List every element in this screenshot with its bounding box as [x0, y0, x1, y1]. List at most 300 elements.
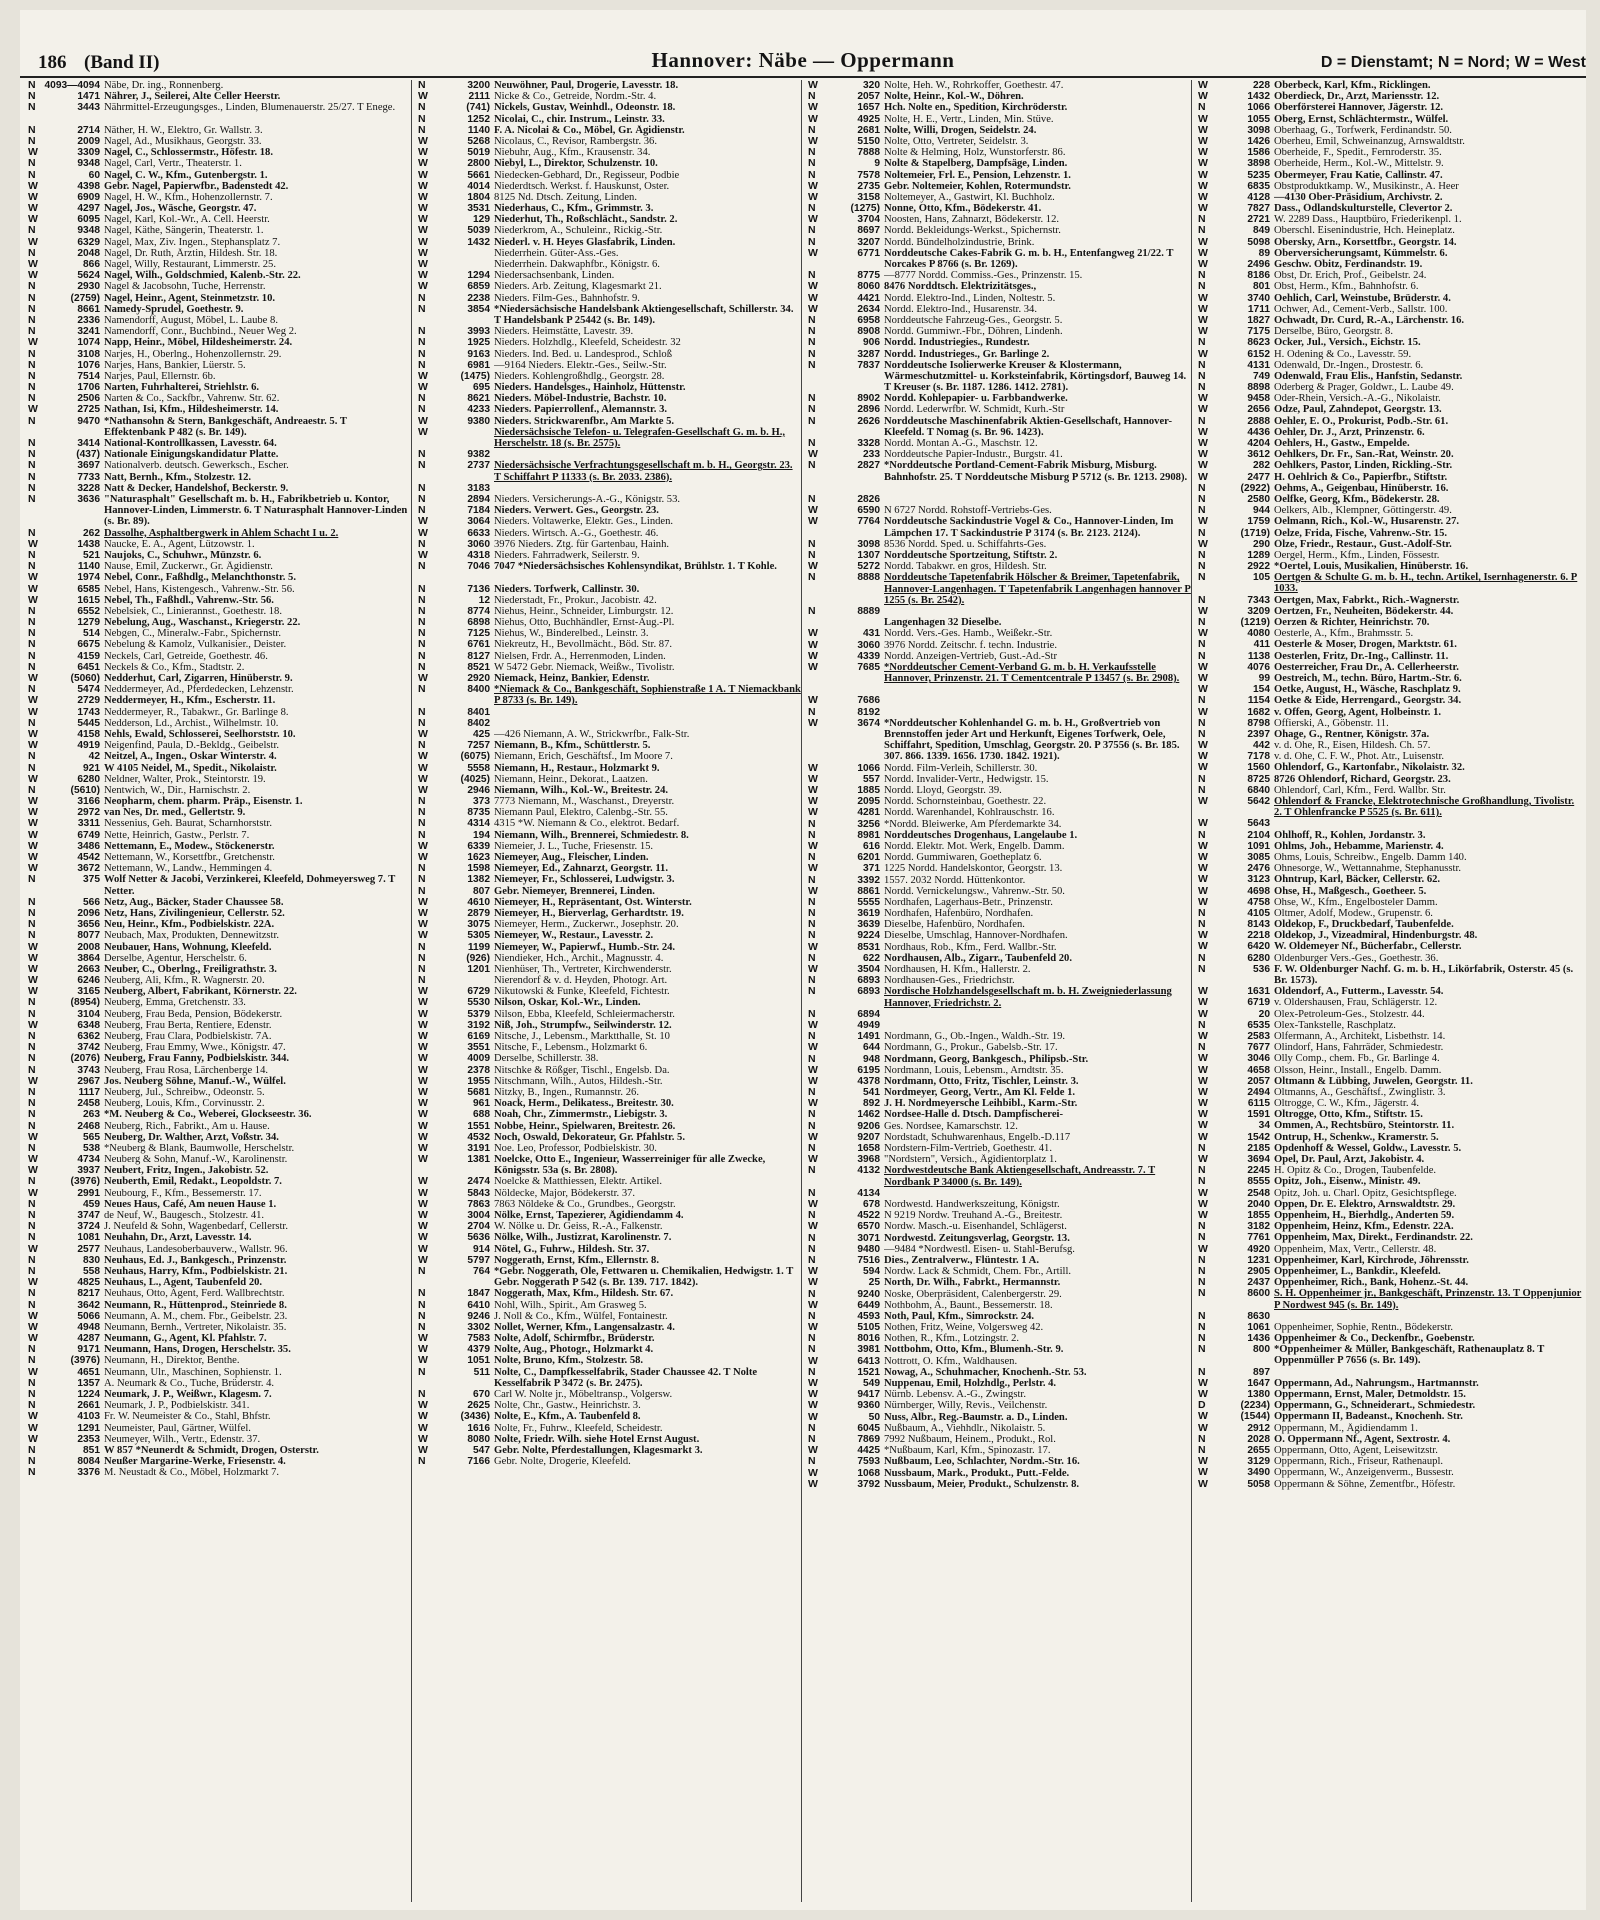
- phone-number: 2009: [77, 135, 100, 147]
- entry-text: Naujoks, C., Schuhwr., Münzstr. 6.: [104, 549, 262, 561]
- entry-text: Oertgen & Schulte G. m. b. H., techn. Artikel, Isernhagenerstr. 6. P 1033.: [1274, 572, 1578, 595]
- directory-entry: [1198, 416, 1584, 427]
- directory-entry: [1198, 505, 1584, 516]
- entry-text: Nettemann, W., Landw., Hemmingen 4.: [104, 863, 273, 875]
- district-code: W: [1198, 930, 1208, 942]
- directory-entry: [28, 1434, 411, 1445]
- district-code: W: [808, 639, 818, 651]
- directory-entry: [28, 404, 411, 415]
- directory-entry: [418, 1434, 801, 1445]
- district-code: N: [418, 617, 426, 629]
- directory-entry: [28, 1445, 411, 1456]
- phone-number: 6095: [77, 214, 100, 226]
- directory-entry: [808, 281, 1191, 292]
- directory-entry: [418, 1065, 801, 1076]
- district-code: W: [808, 135, 818, 147]
- phone-number: 1224: [77, 1389, 100, 1401]
- directory-entry: [418, 427, 801, 449]
- entry-text: Neuhaus, Harry, Kfm., Podbielskistr. 21.: [104, 1265, 288, 1277]
- district-code: W: [1198, 348, 1208, 360]
- directory-entry: [28, 1467, 411, 1478]
- phone-number: 7764: [857, 516, 880, 528]
- directory-entry: [418, 707, 801, 718]
- phone-number: 1357: [77, 1377, 100, 1389]
- phone-number: 3165: [77, 986, 100, 998]
- directory-page: [20, 10, 1586, 1910]
- district-code: N: [418, 661, 426, 673]
- directory-entry: [808, 1434, 1191, 1445]
- entry-text: Neddermeyer, R., Tabakwr., Gr. Barlinge 8.: [104, 706, 289, 718]
- directory-entry: [808, 886, 1191, 897]
- directory-entry: [418, 404, 801, 415]
- district-code: N: [28, 1098, 36, 1110]
- district-code: W: [1198, 1422, 1208, 1434]
- phone-number: 8861: [857, 885, 880, 897]
- district-code: W: [1198, 91, 1208, 103]
- district-code: N: [808, 930, 816, 942]
- directory-entry: [808, 919, 1191, 930]
- phone-number: 3854: [467, 303, 490, 315]
- directory-entry: [1198, 1188, 1584, 1199]
- phone-number: 4542: [77, 852, 100, 863]
- entry-text: Neu, Heinr., Kfm., Podbielskistr. 22A.: [104, 919, 275, 931]
- entry-text: Nordmann, G., Ob.-Ingen., Waldh.-Str. 19.: [884, 1031, 1066, 1043]
- phone-number: 2888: [1247, 415, 1270, 427]
- directory-entry: [1198, 762, 1584, 773]
- entry-text: Derselbe, Büro, Georgstr. 8.: [1274, 326, 1393, 338]
- phone-number: 511: [473, 1366, 490, 1378]
- entry-text: Oertgen, Max, Fabrkt., Rich.-Wagnerstr.: [1274, 594, 1460, 606]
- district-code: N: [28, 1042, 36, 1054]
- entry-text: Oberheide, F., Spedit., Fernroderstr. 35.: [1274, 147, 1442, 159]
- directory-entry: [808, 147, 1191, 158]
- district-code: W: [808, 505, 818, 517]
- phone-number: 3697: [77, 460, 100, 472]
- entry-text: Norddeutsche Sportzeitung, Stiftstr. 2.: [884, 549, 1058, 561]
- district-code: W: [418, 180, 428, 192]
- phone-number: 695: [473, 382, 490, 394]
- entry-text: Nebelung & Kamolz, Vulkanisier., Deister.: [104, 639, 287, 651]
- phone-number: 6246: [77, 975, 100, 987]
- entry-text: W 5472 Gebr. Niemack, Weißw., Tivolistr.: [494, 661, 675, 673]
- entry-text: Oesterlen, Fritz, Dr.-Ing., Callinstr. 11.: [1274, 650, 1449, 662]
- phone-number: 4131: [1247, 359, 1270, 371]
- directory-entry: [418, 281, 801, 292]
- phone-number: 3256: [857, 818, 880, 830]
- phone-number: 1542: [1247, 1131, 1270, 1143]
- phone-number: 541: [863, 1087, 880, 1099]
- district-code: W: [1198, 169, 1208, 181]
- entry-text: Oppenheimer, L., Bankdir., Kleefeld.: [1274, 1265, 1441, 1277]
- district-code: W: [808, 303, 818, 315]
- phone-number: 5474: [77, 684, 100, 696]
- directory-entry: [808, 606, 1191, 617]
- entry-text: Nordd. Invalider-Vertr., Hedwigstr. 15.: [884, 773, 1049, 785]
- entry-text: Neuberg, Frau Berta, Rentiere, Edenstr.: [104, 1019, 272, 1031]
- phone-number: 4076: [1247, 661, 1270, 673]
- district-code: W: [418, 919, 428, 931]
- phone-number: 2095: [857, 796, 880, 808]
- district-code: W: [1198, 840, 1208, 852]
- directory-entry: [418, 1042, 801, 1053]
- phone-number: (926): [466, 952, 490, 964]
- phone-number: 2634: [857, 303, 880, 315]
- district-code: N: [808, 572, 816, 584]
- district-code: W: [28, 214, 38, 226]
- directory-entry: [418, 919, 801, 930]
- phone-number: 2458: [77, 1098, 100, 1110]
- directory-entry: [418, 147, 801, 158]
- district-code: W: [28, 807, 38, 819]
- directory-entry: [808, 1468, 1191, 1479]
- district-code: W: [28, 986, 38, 998]
- directory-entry: [1198, 1221, 1584, 1232]
- directory-entry: [418, 192, 801, 203]
- phone-number: 6835: [1247, 180, 1270, 192]
- phone-number: 851: [83, 1444, 100, 1456]
- phone-number: 2028: [1247, 1433, 1270, 1445]
- district-code: N: [28, 661, 36, 673]
- directory-entry: [28, 550, 411, 561]
- district-code: W: [808, 863, 818, 875]
- directory-entry: [28, 774, 411, 785]
- entry-text: Nagel, Wilh., Goldschmied, Kalenb.-Str. 22.: [104, 270, 301, 282]
- entry-text: S. H. Oppenheimer jr., Bankgeschäft, Prinzenstr. 13. T Oppenjunior P Nordwest 945 (s. Br. 149).: [1274, 1288, 1582, 1311]
- phone-number: 2655: [1247, 1444, 1270, 1456]
- directory-entry: [808, 114, 1191, 125]
- phone-number: 7837: [857, 359, 880, 371]
- directory-entry: [418, 1344, 801, 1355]
- phone-number: 4132: [857, 1165, 880, 1177]
- directory-entry: [418, 1322, 801, 1333]
- directory-entry: [28, 349, 411, 360]
- entry-text: Oelze, Frida, Fische, Vahrenw.-Str. 15.: [1274, 527, 1448, 539]
- directory-entry: [418, 953, 801, 964]
- entry-text: Oberförsterei Hannover, Jägerstr. 12.: [1274, 102, 1444, 114]
- directory-entry: [418, 639, 801, 650]
- entry-text: —4130 Ober-Präsidium, Archivstr. 2.: [1274, 191, 1443, 203]
- district-code: W: [28, 572, 38, 584]
- phone-number: 1743: [77, 706, 100, 718]
- district-code: W: [418, 1031, 428, 1043]
- phone-number: 921: [83, 762, 100, 774]
- directory-entry: [808, 505, 1191, 516]
- phone-number: (3436): [460, 1411, 490, 1423]
- phone-number: (3976): [70, 1176, 100, 1188]
- district-code: W: [1198, 404, 1208, 416]
- district-code: W: [28, 1321, 38, 1333]
- entry-text: Oderberg & Prager, Goldwr., L. Laube 49.: [1274, 382, 1454, 394]
- directory-entry: [418, 785, 801, 796]
- district-code: N: [28, 91, 36, 103]
- district-code: W: [418, 91, 428, 103]
- phone-number: (5060): [70, 673, 100, 684]
- phone-number: 7593: [857, 1456, 880, 1468]
- district-code: N: [418, 941, 426, 953]
- phone-number: (3976): [70, 1355, 100, 1367]
- phone-number: 9171: [77, 1344, 100, 1356]
- district-code: W: [1198, 818, 1208, 830]
- directory-entry: [418, 326, 801, 337]
- phone-number: 25: [868, 1277, 880, 1289]
- phone-number: 1381: [467, 1154, 490, 1166]
- directory-entry: [808, 539, 1191, 550]
- phone-number: 1521: [857, 1366, 880, 1378]
- directory-entry: [28, 718, 411, 729]
- district-code: N: [808, 538, 816, 550]
- entry-text: Oberdieck, Dr., Arzt, Mariensstr. 12.: [1274, 91, 1440, 103]
- district-code: W: [808, 840, 818, 852]
- phone-number: (4025): [460, 773, 490, 785]
- district-code: N: [28, 493, 36, 505]
- directory-entry: [28, 91, 411, 102]
- phone-number: 9380: [467, 415, 490, 427]
- district-code: N: [28, 326, 36, 338]
- directory-entry: [1198, 494, 1584, 505]
- phone-number: 4658: [1247, 1064, 1270, 1076]
- directory-entry: [808, 1479, 1191, 1490]
- directory-entry: [418, 539, 801, 550]
- district-code: N: [1198, 773, 1206, 785]
- phone-number: 3898: [1247, 158, 1270, 170]
- phone-number: 290: [1253, 538, 1270, 550]
- entry-text: Nordhaus, Rob., Kfm., Ferd. Wallbr.-Str.: [884, 941, 1057, 953]
- entry-text: Nieders. Wirtsch. A.-G., Goethestr. 46.: [494, 527, 659, 539]
- district-code: W: [1198, 191, 1208, 203]
- entry-text: Nieders. Ind. Bed. u. Landesprod., Schloß: [494, 348, 672, 360]
- directory-entry: [28, 1411, 411, 1422]
- phone-number: 8621: [467, 393, 490, 405]
- district-code: N: [808, 952, 816, 964]
- phone-number: 7046: [467, 561, 490, 573]
- entry-text: Niederrhein. Dakwaphfbr., Königstr. 6.: [494, 259, 660, 270]
- entry-text: 1225 Nordd. Handelskontor, Georgstr. 13.: [884, 863, 1063, 875]
- directory-entry: [28, 1277, 411, 1288]
- phone-number: 8016: [857, 1333, 880, 1345]
- directory-entry: [808, 1255, 1191, 1266]
- district-code: N: [1198, 1344, 1206, 1356]
- page-header: [20, 48, 1586, 78]
- entry-text: Neddermeyer, H., Kfm., Escherstr. 11.: [104, 695, 276, 707]
- directory-entry: [28, 1020, 411, 1031]
- district-code: N: [808, 1210, 816, 1222]
- entry-text: Obst, Dr. Erich, Prof., Geibelstr. 24.: [1274, 270, 1427, 282]
- district-code: N: [808, 706, 816, 718]
- district-code: W: [808, 1266, 818, 1278]
- directory-entry: [1198, 170, 1584, 181]
- district-code: N: [28, 628, 36, 640]
- directory-entry: [28, 248, 411, 259]
- entry-text: Noch, Oswald, Dekorateur, Gr. Pfahlstr. 5.: [494, 1131, 685, 1143]
- directory-entry: [28, 796, 411, 807]
- directory-entry: [418, 1121, 801, 1132]
- entry-text: Nieders. Papierrollenf., Alemannstr. 3.: [494, 404, 668, 416]
- district-code: W: [1198, 1030, 1208, 1042]
- district-code: W: [418, 1064, 428, 1076]
- directory-entry: [808, 774, 1191, 785]
- entry-text: Oppenheimer, Sophie, Rentn., Bödekerstr.: [1274, 1321, 1454, 1333]
- directory-entry: [418, 595, 801, 606]
- district-code: W: [28, 1187, 38, 1199]
- entry-text: Opitz, Joh., Eisenw., Ministr. 49.: [1274, 1176, 1421, 1188]
- phone-number: 1657: [857, 102, 880, 114]
- phone-number: 622: [863, 952, 880, 964]
- district-code: N: [1198, 382, 1206, 394]
- entry-text: Norddeutsche Fahrzeug-Ges., Georgstr. 5.: [884, 314, 1063, 326]
- directory-entry: [28, 628, 411, 639]
- directory-entry: [1198, 1098, 1584, 1109]
- directory-entry: [808, 1165, 1191, 1187]
- entry-text: Dieselbe, Hafenbüro, Nordhafen.: [884, 919, 1025, 931]
- directory-entry: [1198, 1400, 1584, 1411]
- district-code: N: [28, 1265, 36, 1277]
- phone-number: (1219): [1240, 617, 1270, 629]
- district-code: N: [28, 751, 36, 763]
- district-code: W: [1198, 426, 1208, 438]
- district-code: W: [1198, 236, 1208, 248]
- district-code: N: [1198, 1142, 1206, 1154]
- phone-number: 7583: [467, 1333, 490, 1345]
- phone-number: 6981: [467, 359, 490, 371]
- district-code: N: [1198, 1265, 1206, 1277]
- entry-text: Oppen, Dr. E. Elektro, Arnswaldtstr. 29.: [1274, 1198, 1456, 1210]
- entry-text: Niedersächsische Telefon- u. Telegrafen-Gesellschaft G. m. b. H., Herschelstr. 18 (s. Br. 2575).: [494, 426, 786, 450]
- entry-text: Offierski, A., Göbenstr. 11.: [1274, 717, 1389, 729]
- phone-number: 7343: [1247, 594, 1270, 606]
- district-code: N: [1198, 482, 1206, 494]
- entry-text: W 4105 Neidel, M., Spedit., Nikolaistr.: [104, 762, 277, 774]
- directory-entry: [28, 539, 411, 550]
- district-code: N: [418, 605, 426, 617]
- entry-text: Nordstern-Film-Vertrieb, Goethestr. 41.: [884, 1143, 1052, 1155]
- entry-text: Olsson, Heinr., Install., Engelb. Damm.: [1274, 1064, 1442, 1076]
- district-code: W: [808, 1064, 818, 1076]
- phone-number: 6719: [1247, 997, 1270, 1009]
- directory-entry: [808, 1389, 1191, 1400]
- district-code: W: [28, 840, 38, 852]
- directory-entry: [418, 1367, 801, 1389]
- entry-text: Niß, Joh., Strumpfw., Seilwinderstr. 12.: [494, 1019, 672, 1031]
- entry-text: Neuberg, Louis, Kfm., Corvinusstr. 2.: [104, 1098, 265, 1110]
- phone-number: 1436: [1247, 1333, 1270, 1345]
- district-code: W: [1198, 762, 1208, 774]
- district-code: W: [808, 796, 818, 808]
- entry-text: Neumeister, Paul, Gärtner, Wülfel.: [104, 1422, 251, 1434]
- phone-number: 8127: [467, 650, 490, 662]
- phone-number: 7578: [857, 169, 880, 181]
- directory-entry: [1198, 1076, 1584, 1087]
- district-code: N: [418, 1288, 426, 1300]
- district-code: W: [1198, 885, 1208, 897]
- district-code: W: [808, 1299, 818, 1311]
- district-code: W: [418, 1355, 428, 1367]
- district-code: W: [28, 236, 38, 248]
- district-code: W: [1198, 1187, 1208, 1199]
- district-code: W: [1198, 1198, 1208, 1210]
- entry-text: Niederstadt, Fr., Prokur., Jacobistr. 42.: [494, 594, 657, 606]
- phone-number: 5643: [1247, 818, 1270, 830]
- phone-number: 1091: [1247, 840, 1270, 852]
- entry-text: Nieders. Strickwarenfbr., Am Markte 5.: [494, 415, 675, 427]
- phone-number: 4318: [467, 549, 490, 561]
- entry-text: Nötel, G., Fuhrw., Hildesh. Str. 37.: [494, 1243, 650, 1255]
- directory-entry: [418, 1244, 801, 1255]
- district-code: W: [418, 191, 428, 203]
- district-code: N: [418, 874, 426, 886]
- entry-text: Nordmann, Georg, Bankgesch., Philipsb.-Str.: [884, 1053, 1089, 1065]
- directory-entry: [808, 404, 1191, 415]
- directory-entry: [1198, 1378, 1584, 1389]
- directory-entry: [28, 1456, 411, 1467]
- phone-number: 566: [83, 896, 100, 908]
- directory-entry: [418, 718, 801, 729]
- directory-entry: [28, 785, 411, 796]
- phone-number: 8774: [467, 605, 490, 617]
- district-code: W: [808, 1154, 818, 1166]
- district-code: N: [1198, 1366, 1206, 1378]
- directory-column-2: [418, 80, 802, 1902]
- directory-entry: [808, 1221, 1191, 1232]
- entry-text: Neuberg, Emma, Gretchenstr. 33.: [104, 997, 246, 1009]
- directory-entry: [418, 102, 801, 113]
- district-code: W: [808, 561, 818, 573]
- directory-entry: [418, 1288, 801, 1299]
- entry-text: 8125 Nd. Dtsch. Zeitung, Linden.: [494, 191, 637, 203]
- phone-number: 2238: [467, 292, 490, 304]
- directory-entry: [1198, 986, 1584, 997]
- district-code: N: [28, 370, 36, 382]
- phone-number: 3129: [1247, 1456, 1270, 1468]
- directory-entry: [28, 942, 411, 953]
- directory-entry: [1198, 930, 1584, 941]
- phone-number: 3742: [77, 1042, 100, 1054]
- district-code: N: [1198, 214, 1206, 226]
- entry-text: Nagel, H. W., Kfm., Hohenzollernstr. 7.: [104, 191, 273, 203]
- directory-entry: [808, 80, 1191, 91]
- entry-text: Nolte & Stapelberg, Dampfsäge, Linden.: [884, 158, 1068, 170]
- district-code: N: [418, 460, 426, 472]
- directory-entry: [28, 830, 411, 841]
- phone-number: 9360: [857, 1400, 880, 1412]
- phone-number: 3486: [77, 840, 100, 852]
- district-code: W: [28, 1277, 38, 1289]
- entry-text: Neubert, Fritz, Ingen., Jakobistr. 52.: [104, 1165, 269, 1177]
- phone-number: 5105: [857, 1322, 880, 1334]
- directory-entry: [28, 606, 411, 617]
- phone-number: 4825: [77, 1277, 100, 1289]
- phone-number: 4379: [467, 1344, 490, 1356]
- directory-entry: [28, 438, 411, 449]
- phone-number: 6362: [77, 1031, 100, 1043]
- phone-number: 3192: [467, 1019, 490, 1031]
- directory-entry: [418, 170, 801, 181]
- phone-number: 3392: [857, 874, 880, 886]
- directory-entry: [418, 203, 801, 214]
- phone-number: 4421: [857, 292, 880, 304]
- district-code: W: [808, 292, 818, 304]
- entry-text: Oppermann, G., Schneiderart., Schmiedestr.: [1274, 1400, 1476, 1412]
- directory-entry: [28, 684, 411, 695]
- entry-text: —426 Niemann, A. W., Strickwrfbr., Falk-Str.: [494, 728, 690, 740]
- district-code: W: [418, 1433, 428, 1445]
- phone-number: 6348: [77, 1019, 100, 1031]
- district-code: N: [1198, 907, 1206, 919]
- entry-text: Nordd. Vers.-Ges. Hamb., Weißekr.-Str.: [884, 628, 1053, 640]
- directory-entry: [808, 640, 1191, 651]
- district-code: W: [418, 370, 428, 382]
- entry-text: Niemeyer, Aug., Fleischer, Linden.: [494, 852, 649, 864]
- directory-entry: [28, 1109, 411, 1120]
